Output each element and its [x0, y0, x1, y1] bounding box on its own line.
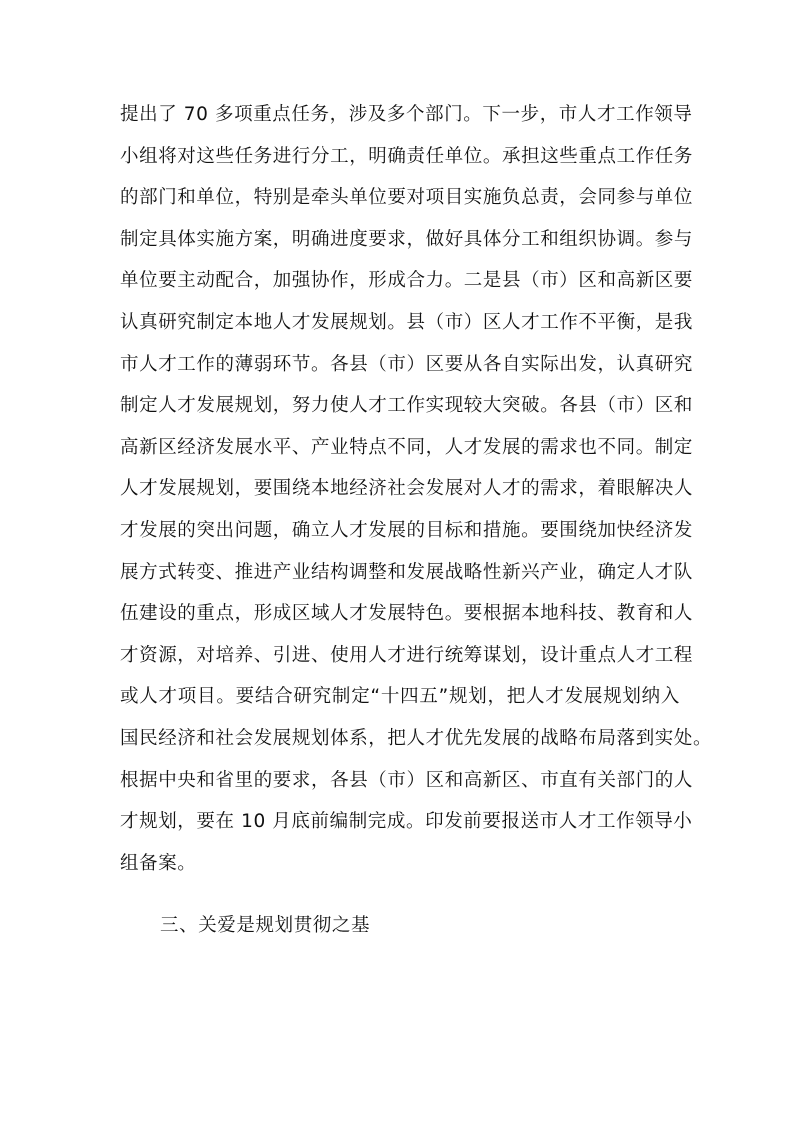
text-line: 单位要主动配合，加强协作，形成合力。二是县（市）区和高新区要 [120, 270, 694, 292]
text-line: 制定具体实施方案，明确进度要求，做好具体分工和组织协调。参与 [120, 228, 694, 250]
text-line: 的部门和单位，特别是牵头单位要对项目实施负总责，会同参与单位 [120, 187, 694, 209]
text-line: 组备案。 [120, 852, 197, 874]
text-line: 提出了 70 多项重点任务，涉及多个部门。下一步，市人才工作领导 [120, 104, 693, 125]
text-line: 或人才项目。要结合研究制定“十四五”规划，把人才发展规划纳入 [120, 686, 680, 708]
text-line: 小组将对这些任务进行分工，明确责任单位。承担这些重点工作任务 [120, 145, 694, 167]
body-paragraph [120, 94, 713, 884]
text-line: 制定人才发展规划，努力使人才工作实现较大突破。各县（市）区和 [120, 395, 694, 417]
text-line: 人才发展规划，要围绕本地经济社会发展对人才的需求，着眼解决人 [120, 478, 694, 500]
text-line: 才资源，对培养、引进、使用人才进行统筹谋划，设计重点人才工程 [120, 644, 694, 666]
text-line: 认真研究制定本地人才发展规划。县（市）区人才工作不平衡，是我 [120, 311, 694, 333]
text-line: 伍建设的重点，形成区域人才发展特色。要根据本地科技、教育和人 [120, 603, 694, 625]
text-line: 国民经济和社会发展规划体系，把人才优先发展的战略布局落到实处。 [120, 727, 713, 749]
text-line: 市人才工作的薄弱环节。各县（市）区要从各自实际出发，认真研究 [120, 353, 694, 375]
text-line: 高新区经济发展水平、产业特点不同，人才发展的需求也不同。制定 [120, 436, 694, 458]
section-heading: 三、关爱是规划贯彻之基 [160, 915, 371, 936]
text-line: 才发展的突出问题，确立人才发展的目标和措施。要围绕加快经济发 [120, 519, 694, 541]
text-line: 根据中央和省里的要求，各县（市）区和高新区、市直有关部门的人 [120, 769, 694, 791]
text-line: 展方式转变、推进产业结构调整和发展战略性新兴产业，确定人才队 [120, 561, 694, 583]
text-line: 才规划，要在 10 月底前编制完成。印发前要报送市人才工作领导小 [120, 811, 693, 833]
